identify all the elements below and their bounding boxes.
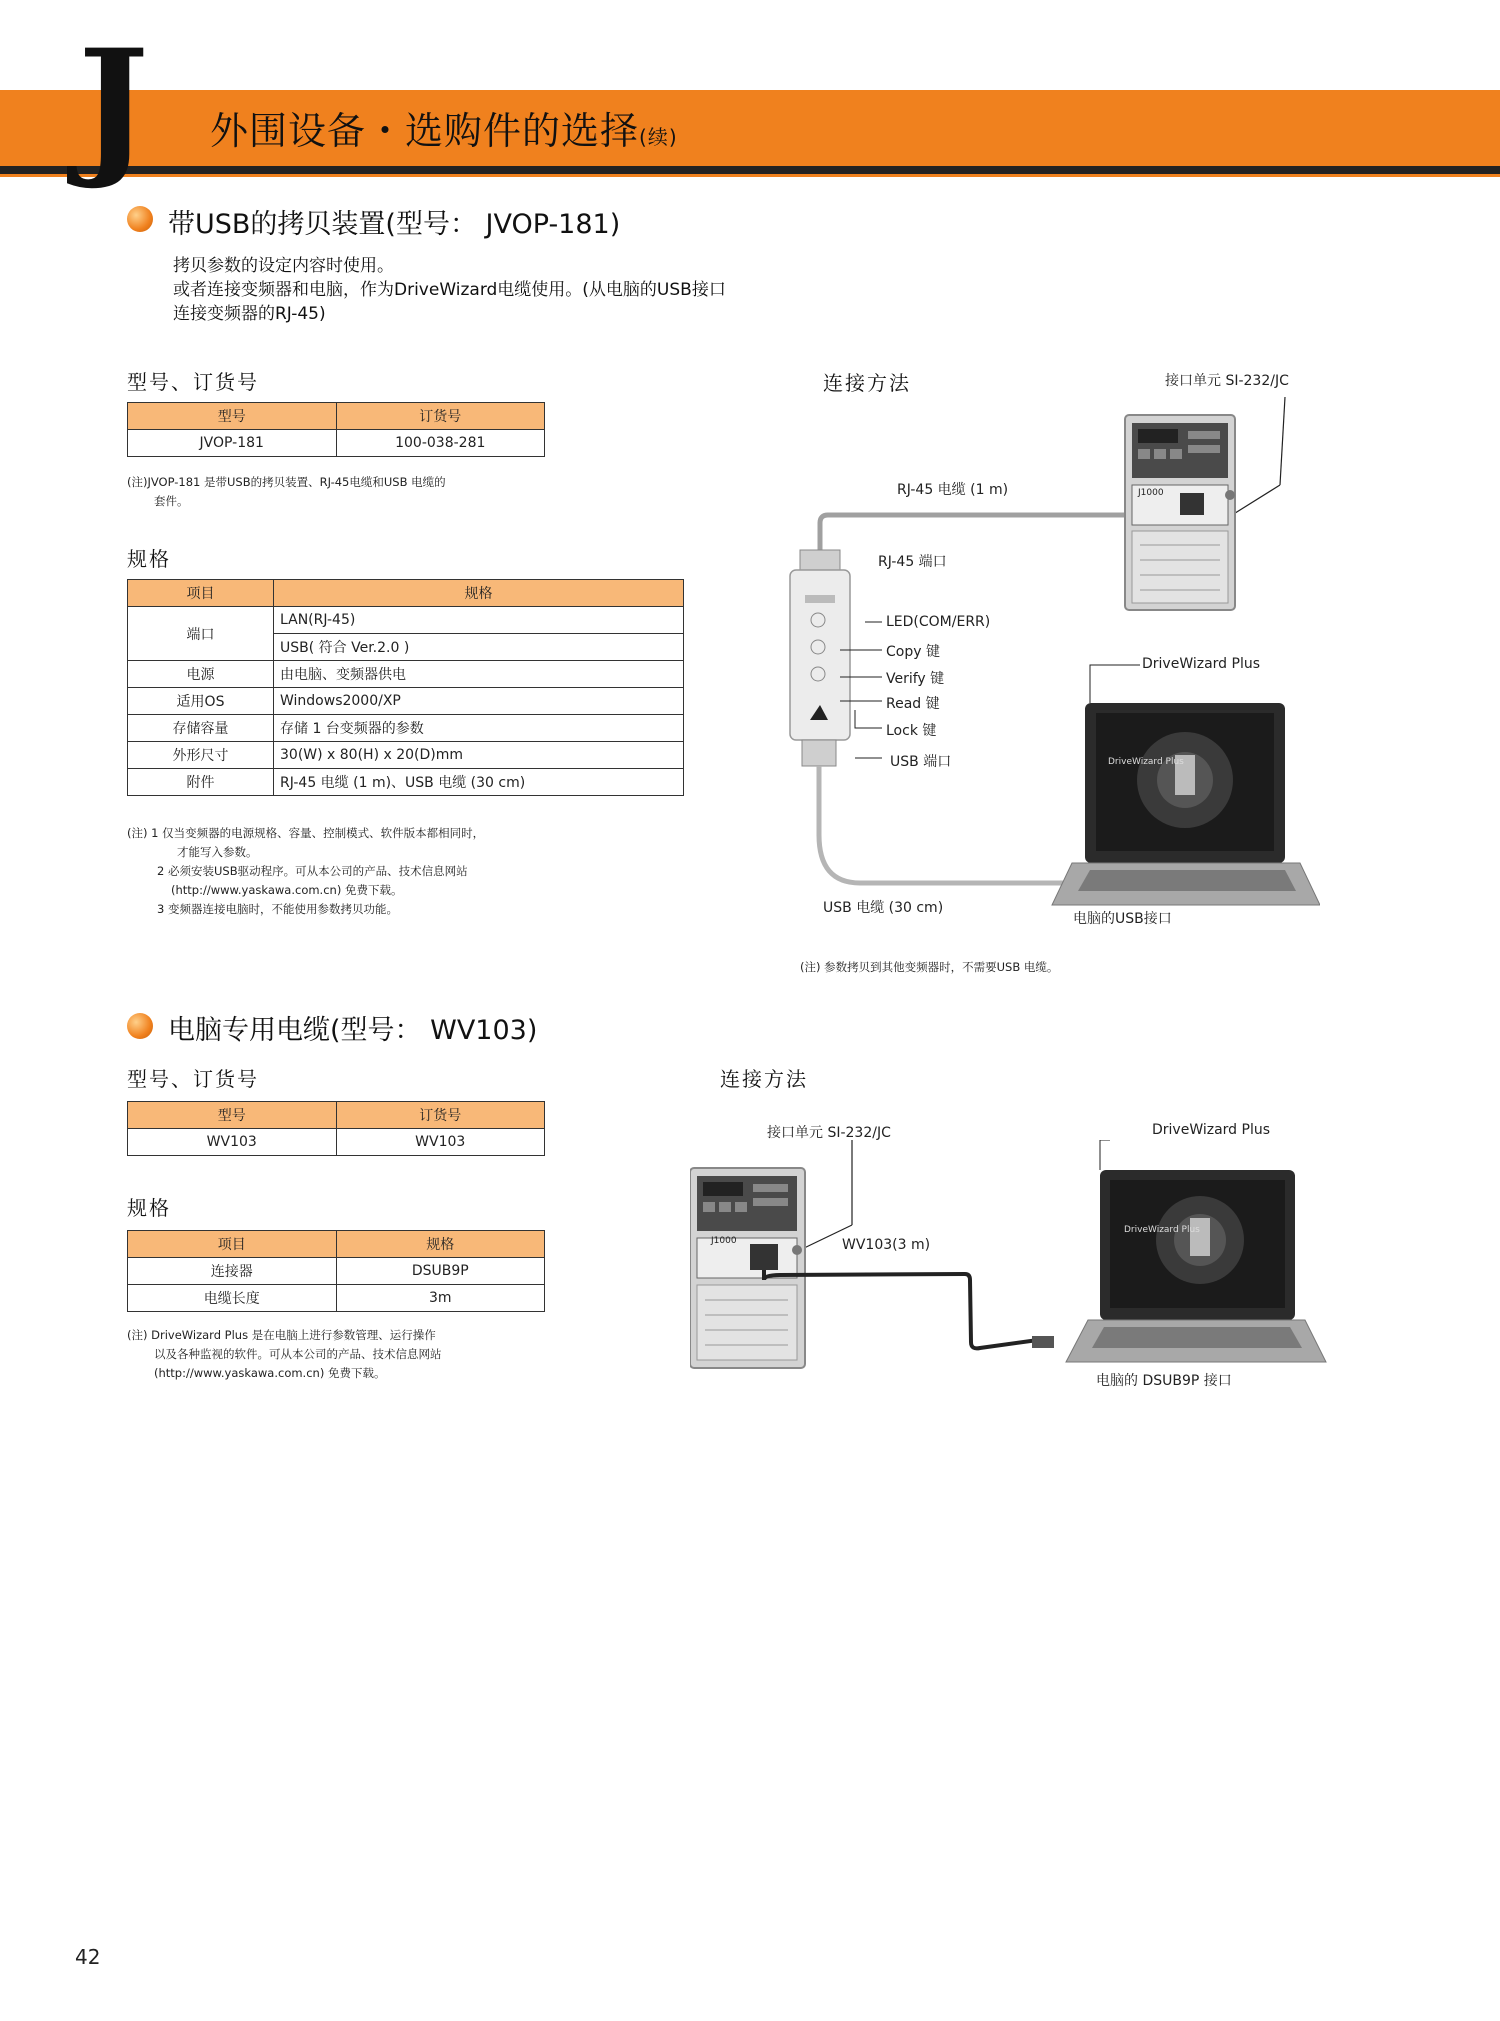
laptop-screen-text-2: DriveWizard Plus	[1124, 1225, 1200, 1235]
table-row: 电源 由电脑、变频器供电	[128, 661, 684, 688]
section1-model-heading: 型号、订货号	[127, 370, 259, 394]
section2-model-table	[127, 1101, 545, 1156]
section2-model-heading: 型号、订货号	[127, 1067, 259, 1091]
interface-unit-label: 接口单元 SI-232/JC	[1165, 373, 1289, 389]
lock-key-label: Lock 键	[886, 723, 937, 739]
section1-spec-notes: (注) 1 仅当变频器的电源规格、容量、控制模式、软件版本都相同时， 才能写入参数。 2 必须安装USB驱动程序。可从本公司的产品、技术信息网站 (http://www.yaskawa.com.cn) 免费下载。 3 变频器连接电脑时，不能使用参数拷贝功能。	[127, 826, 485, 916]
table-row: 适用OS Windows2000/XP	[128, 688, 684, 715]
section1-description: 拷贝参数的设定内容时使用。 或者连接变频器和电脑，作为DriveWizard电缆使用。(从电脑的USB接口 连接变频器的RJ-45)	[173, 256, 726, 324]
section1-spec-table	[127, 579, 684, 796]
laptop-screen-text: DriveWizard Plus	[1108, 757, 1184, 767]
table-header-row: 型号 订货号	[128, 403, 545, 430]
page-title-suffix: (续)	[639, 125, 678, 149]
inverter-model-label: J1000	[1138, 488, 1164, 498]
chapter-letter: J	[78, 17, 149, 193]
section1-model-table	[127, 402, 545, 457]
inverter-model-label-2: J1000	[711, 1236, 737, 1246]
section2-bullet-icon	[127, 1013, 153, 1039]
section2-spec-table	[127, 1230, 545, 1312]
table-header-row: 项目 规格	[128, 580, 684, 607]
section1-model-note: (注)JVOP-181 是带USB的拷贝装置、RJ-45电缆和USB 电缆的 套件。	[127, 475, 446, 508]
section1-connection-heading: 连接方法	[823, 371, 911, 395]
table-row: USB( 符合 Ver.2.0 )	[128, 634, 684, 661]
connection-diagram-wv103	[690, 1140, 1330, 1400]
section2-spec-heading: 规格	[127, 1196, 171, 1220]
table-row: 电缆长度 3m	[128, 1285, 545, 1312]
header-rule	[0, 166, 1500, 174]
verify-key-label: Verify 键	[886, 671, 945, 687]
table-row: 附件 RJ-45 电缆 (1 m)、USB 电缆 (30 cm)	[128, 769, 684, 796]
rj45-port-label: RJ-45 端口	[878, 554, 947, 570]
interface-unit-label-2: 接口单元 SI-232/JC	[767, 1125, 891, 1141]
table-row: WV103 WV103	[128, 1129, 545, 1156]
section1-bullet-icon	[127, 206, 153, 232]
drivewizard-label: DriveWizard Plus	[1142, 656, 1261, 672]
section2-spec-notes: (注) DriveWizard Plus 是在电脑上进行参数管理、运行操作 以及各种监视的软件。可从本公司的产品、技术信息网站 (http://www.yaskawa.com.cn) 免费下载。	[127, 1328, 442, 1380]
wv103-cable-label: WV103(3 m)	[842, 1237, 931, 1253]
led-label: LED(COM/ERR)	[886, 614, 991, 630]
section2-title: 电脑专用电缆(型号： WV103)	[168, 1015, 538, 1046]
section1-connection-note: (注) 参数拷贝到其他变频器时，不需要USB 电缆。	[800, 960, 1059, 974]
connection-diagram-usb	[760, 385, 1320, 925]
section2-connection-heading: 连接方法	[720, 1067, 808, 1091]
section1-spec-heading: 规格	[127, 547, 171, 571]
pc-usb-label: 电脑的USB接口	[1073, 911, 1172, 927]
table-header-row: 项目 规格	[128, 1231, 545, 1258]
section1-title: 带USB的拷贝装置(型号： JVOP-181)	[168, 209, 621, 240]
page-number: 42	[75, 1945, 101, 1969]
table-header-row: 型号 订货号	[128, 1102, 545, 1129]
table-row: JVOP-181 100-038-281	[128, 430, 545, 457]
table-row: 端口 LAN(RJ-45)	[128, 607, 684, 634]
header-rule-accent	[0, 174, 1500, 177]
pc-dsub9p-label: 电脑的 DSUB9P 接口	[1096, 1373, 1232, 1389]
table-row: 外形尺寸 30(W) x 80(H) x 20(D)mm	[128, 742, 684, 769]
usb-cable-label: USB 电缆 (30 cm)	[823, 900, 944, 916]
table-row: 存储容量 存储 1 台变频器的参数	[128, 715, 684, 742]
rj45-cable-label: RJ-45 电缆 (1 m)	[897, 482, 1009, 498]
read-key-label: Read 键	[886, 696, 940, 712]
page-title: 外围设备・选购件的选择(续)	[210, 109, 678, 153]
usb-port-label: USB 端口	[890, 754, 952, 770]
drivewizard-label-2: DriveWizard Plus	[1152, 1122, 1271, 1138]
copy-key-label: Copy 键	[886, 644, 940, 660]
table-row: 连接器 DSUB9P	[128, 1258, 545, 1285]
